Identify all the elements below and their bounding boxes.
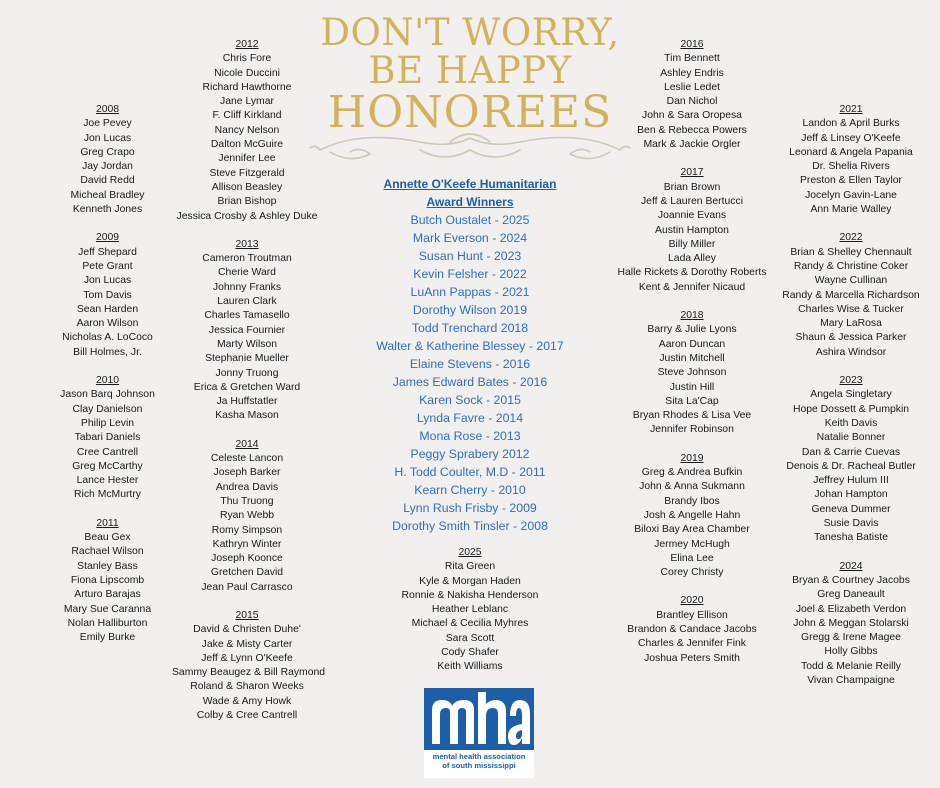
award-winner: Peggy Sprabery 2012 [410,447,530,461]
mha-logo-graphic [424,688,534,750]
honoree-name: Corey Christy [660,567,724,579]
year-heading: 2023 [839,375,863,387]
award-winner: Dorothy Smith Tinsler - 2008 [392,519,548,533]
honoree-name: Dr. Shelia Rivers [812,161,890,173]
honoree-name: Cherie Ward [218,267,276,279]
honoree-name: Jon Lucas [83,132,132,144]
honoree-name: Nolan Halliburton [67,617,148,629]
honoree-name: Angela Singletary [810,389,892,401]
honoree-name: Jason Barq Johnson [60,389,155,401]
honoree-name: Kenneth Jones [72,204,143,216]
year-heading: 2010 [95,375,120,387]
honoree-name: Clay Danielson [72,403,143,415]
honoree-name: Tabari Daniels [74,432,141,444]
award-winner: Lynda Favre - 2014 [416,411,524,425]
honoree-name: Susie Davis [823,518,879,530]
honoree-name: Brian Brown [663,181,721,193]
honoree-name: Randy & Christine Coker [793,260,909,272]
honoree-name: Ryan Webb [219,510,275,522]
honoree-name: Tanesha Batiste [814,532,888,544]
honoree-name: Keith Williams [437,661,503,673]
year-group-2009 [40,231,175,360]
honoree-name: Barry & Julie Lyons [647,324,737,336]
honoree-name: Mark & Jackie Orgler [643,139,741,151]
honoree-name: Richard Hawthorne [202,81,292,93]
honoree-name: Hope Dossett & Pumpkin [792,403,910,415]
year-heading: 2011 [96,517,119,529]
year-group-2015 [172,609,326,723]
honoree-name: Josh & Angelle Hahn [643,509,741,521]
honoree-name: Randy & Marcella Richardson [782,289,920,301]
year-group-2022 [776,231,926,360]
year-group-2019 [612,452,772,581]
honoree-name: Charles Tamasello [204,310,290,322]
honoree-name: Ashley Endris [660,67,724,79]
honoree-name: Johnny Franks [212,281,282,293]
honoree-name: Sammy Beaugez & Bill Raymond [172,667,326,679]
honoree-name: Sara Scott [445,632,495,644]
year-group-2023 [776,374,926,546]
mha-logo-text [424,752,534,770]
honorees-column-5 [776,103,926,702]
honoree-name: Cree Cantrell [76,446,139,458]
year-group-2017 [612,166,772,295]
year-heading: 2012 [235,39,259,50]
year-heading: 2016 [680,39,704,50]
honoree-name: Jeff & Lynn O'Keefe [201,652,293,664]
award-winner: Lynn Rush Frisby - 2009 [403,501,537,515]
honoree-name: Marty Wilson [216,338,278,350]
year-heading: 2009 [95,232,120,244]
award-winner: Mark Everson - 2024 [412,231,528,245]
honoree-name: Brian Bishop [217,196,277,208]
honoree-name: Biloxi Bay Area Chamber [634,524,750,536]
year-heading: 2019 [680,452,704,464]
honoree-name: Brandon & Candace Jacobs [627,623,757,635]
honoree-name: Tim Bennett [664,53,720,65]
logo-text-line-2: of south mississippi [442,761,516,770]
honoree-name: Stanley Bass [77,560,138,572]
honoree-name: Stephanie Mueller [205,353,289,365]
year-group-2016 [612,38,772,152]
honoree-name: Allison Beasley [211,181,283,193]
honoree-name: Charles Wise & Tucker [798,303,904,315]
honoree-name: Heather Leblanc [431,604,509,616]
year-heading: 2015 [235,609,259,621]
year-heading: 2013 [235,238,259,250]
honoree-name: Keith Davis [824,417,878,429]
honoree-name: Mary Sue Caranna [63,603,152,615]
year-heading: 2018 [680,310,704,322]
honoree-name: Denois & Dr. Racheal Butler [786,460,916,472]
title-line-2: BE HAPPY [368,49,572,92]
honoree-name: Fiona Lipscomb [70,574,145,586]
honoree-name: Steve Johnson [657,367,727,379]
honoree-name: Preston & Ellen Taylor [799,175,903,187]
honoree-name: Rita Green [444,561,496,573]
year-group-2014 [172,438,322,595]
honoree-name: Emily Burke [79,632,136,644]
honoree-name: Jocelyn Gavin-Lane [805,189,897,201]
honoree-name: Chris Fore [222,53,272,65]
honoree-name: Wayne Cullinan [814,275,888,287]
award-winner: Dorothy Wilson 2019 [412,303,528,317]
honoree-name: Jennifer Lee [218,153,276,165]
award-winner: Karen Sock - 2015 [419,393,521,407]
honoree-name: Greg McCarthy [72,460,143,472]
honoree-name: Jonny Truong [215,367,279,379]
award-section [340,175,600,535]
honoree-name: Wade & Amy Howk [202,695,292,707]
year-group-2024 [776,560,926,689]
honoree-name: F. Cliff Kirkland [212,110,282,122]
year-group-2011 [40,517,175,646]
honoree-name: Jeffrey Hulum III [813,475,889,487]
honoree-name: Lada Alley [668,253,716,265]
honoree-name: Ben & Rebecca Powers [637,124,747,136]
year-heading: 2021 [839,104,863,115]
year-heading: 2022 [839,232,863,244]
honoree-name: Sita La'Cap [665,395,719,407]
honoree-name: Steve Fitzgerald [209,167,285,179]
honoree-name: Aaron Duncan [658,338,726,350]
honoree-name: Kasha Mason [215,410,279,422]
honoree-name: Kathryn Winter [212,538,282,550]
honorees-column-3 [380,546,560,689]
honoree-name: Justin Hill [669,381,715,393]
year-group-2018 [612,309,772,438]
honoree-name: Jon Lucas [83,275,132,287]
honoree-name: Cody Shafer [441,647,499,659]
honoree-name: Romy Simpson [211,524,283,536]
honoree-name: Arturo Barajas [74,589,141,601]
year-group-2012 [172,38,322,224]
honoree-name: Joannie Evans [657,210,727,222]
honoree-name: Tom Davis [83,289,132,301]
honoree-name: Leslie Ledet [663,81,721,93]
honoree-name: Halle Rickets & Dorothy Roberts [617,267,767,279]
mha-logo [424,688,534,778]
award-winner: James Edward Bates - 2016 [392,375,548,389]
year-heading: 2020 [680,595,704,607]
honoree-name: Sean Harden [76,303,139,315]
honoree-name: Ja Huffstatler [216,396,278,408]
honoree-name: Natalie Bonner [816,432,886,444]
year-group-2008 [40,103,175,217]
honoree-name: Geneva Dummer [811,503,891,515]
honoree-name: Joe Pevey [83,118,132,130]
year-heading: 2024 [839,560,863,572]
honoree-name: Brandy Ibos [664,495,720,507]
honoree-name: Leonard & Angela Papania [789,146,913,158]
award-winner: Butch Oustalet - 2025 [410,213,530,227]
honoree-name: Nicole Duccini [214,67,280,79]
award-winner: Kearn Cherry - 2010 [414,483,526,497]
honoree-name: Brantley Ellison [656,609,728,621]
honoree-name: Shaun & Jessica Parker [795,332,907,344]
honoree-name: Rachael Wilson [71,546,144,558]
honoree-name: Brian & Shelley Chennault [790,246,912,258]
year-group-2020 [612,594,772,665]
honoree-name: John & Meggan Stolarski [793,617,909,629]
honoree-name: Joshua Peters Smith [644,652,740,664]
honoree-name: Austin Hampton [655,224,729,236]
honoree-name: Colby & Cree Cantrell [196,710,298,722]
honorees-column-1 [40,103,175,659]
award-heading-line-1: Annette O'Keefe Humanitarian [383,177,557,191]
honoree-name: Joel & Elizabeth Verdon [795,603,907,615]
award-winner: Mona Rose - 2013 [419,429,521,443]
year-heading: 2008 [95,104,120,115]
honoree-name: Charles & Jennifer Fink [638,638,746,650]
award-heading-line-2: Award Winners [426,195,514,209]
award-winner: Walter & Katherine Blessey - 2017 [376,339,564,353]
honoree-name: Nancy Nelson [214,124,280,136]
honoree-name: Joseph Koonce [211,553,283,565]
honoree-name: Aaron Wilson [76,318,139,330]
honoree-name: Kyle & Morgan Haden [419,575,521,587]
honoree-name: Beau Gex [84,532,131,544]
honoree-name: Jessica Fournier [208,324,286,336]
honoree-name: Dan Nichol [666,96,718,108]
title-line-3: HONOREES [327,87,613,138]
honoree-name: Jennifer Robinson [650,424,734,436]
logo-text-line-1: mental health association [432,752,526,761]
honoree-name: Landon & April Burks [802,118,900,130]
honoree-name: Dan & Carrie Cuevas [801,446,901,458]
honoree-name: Cameron Troutman [202,253,292,265]
year-heading: 2025 [458,547,482,558]
honoree-name: Ashira Windsor [815,346,887,358]
year-group-2025 [380,546,560,675]
honoree-name: Celeste Lancon [210,453,284,465]
honoree-name: Kent & Jennifer Nicaud [638,281,746,293]
honoree-name: Holly Gibbs [824,646,878,658]
award-winner: Susan Hunt - 2023 [418,249,522,263]
honoree-name: Bryan Rhodes & Lisa Vee [632,410,752,422]
honoree-name: Andrea Davis [215,481,279,493]
honoree-name: Vivan Champaigne [807,674,895,686]
honoree-name: Ronnie & Nakisha Henderson [401,589,539,601]
honoree-name: Ann Marie Walley [810,204,892,216]
honoree-name: Gretchen David [210,567,284,579]
honoree-name: Greg Crapo [80,146,135,158]
award-winner: Kevin Felsher - 2022 [413,267,527,281]
honoree-name: Gregg & Irene Magee [801,632,901,644]
honoree-name: Micheal Bradley [70,189,145,201]
honoree-name: Lance Hester [76,475,139,487]
honoree-name: Mary LaRosa [820,318,882,330]
honoree-name: Rich McMurtry [74,489,141,501]
honoree-name: Jermey McHugh [654,538,730,550]
honoree-name: Jake & Misty Carter [201,638,293,650]
page-title [300,11,640,138]
honoree-name: David Redd [80,175,135,187]
award-winner: LuAnn Pappas - 2021 [410,285,530,299]
honoree-name: John & Sara Oropesa [642,110,742,122]
honoree-name: Jeff & Linsey O'Keefe [801,132,901,144]
honoree-name: Philip Levin [80,417,135,429]
honoree-name: Jeff Shepard [78,246,137,258]
honoree-name: John & Anna Sukmann [639,481,745,493]
honoree-name: Justin Mitchell [659,352,725,364]
year-heading: 2017 [680,167,704,179]
honoree-name: Lauren Clark [217,296,277,308]
honorees-column-2 [172,38,326,737]
honoree-name: Jean Paul Carrasco [201,581,293,593]
honoree-name: Greg Daneault [817,589,885,601]
honoree-name: Jessica Crosby & Ashley Duke [176,210,318,222]
honoree-name: Joseph Barker [213,467,281,479]
honoree-name: Jane Lymar [220,96,274,108]
honoree-name: Thu Truong [220,495,274,507]
mha-logo-mark [424,688,534,750]
award-winner: Elaine Stevens - 2016 [409,357,531,371]
honoree-name: Bryan & Courtney Jacobs [792,574,910,586]
honoree-name: Nicholas A. LoCoco [62,332,153,344]
year-heading: 2014 [235,438,259,450]
honoree-name: Jay Jordan [82,161,133,173]
honoree-name: Johan Hampton [814,489,888,501]
honoree-name: Billy Miller [668,238,716,250]
decorative-flourish [300,120,640,172]
award-winner: H. Todd Coulter, M.D - 2011 [394,465,546,479]
honoree-name: David & Christen Duhe' [193,624,301,636]
honoree-name: Pete Grant [82,260,133,272]
honoree-name: Erica & Gretchen Ward [193,381,301,393]
honoree-name: Michael & Cecilia Myhres [411,618,529,630]
honoree-name: Bill Holmes, Jr. [73,346,142,358]
honoree-name: Jeff & Lauren Bertucci [640,195,744,207]
honoree-name: Roland & Sharon Weeks [190,681,304,693]
award-winners-list [340,211,600,535]
honoree-name: Elina Lee [670,552,714,564]
year-group-2013 [172,238,322,424]
award-winner: Todd Trenchard 2018 [411,321,529,335]
honoree-name: Greg & Andrea Bufkin [641,467,743,479]
honoree-name: Todd & Melanie Reilly [801,660,901,672]
honoree-name: Dalton McGuire [210,139,284,151]
year-group-2010 [40,374,175,503]
honorees-column-4 [612,38,772,680]
year-group-2021 [776,103,926,217]
title-line-1: DON'T WORRY, [320,11,620,54]
